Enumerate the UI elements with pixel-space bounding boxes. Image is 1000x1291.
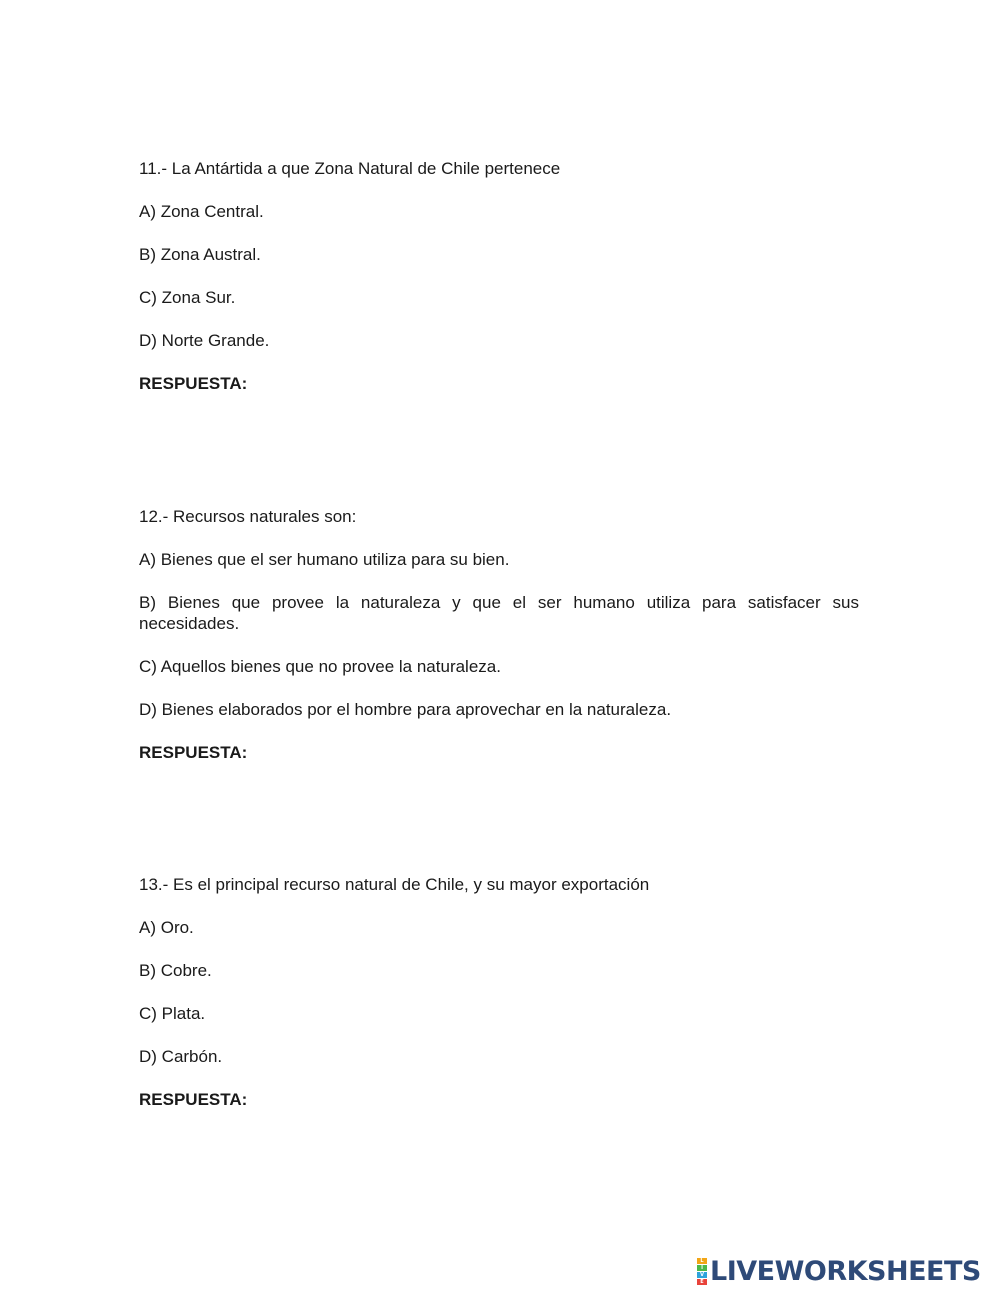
answer-label: RESPUESTA: <box>139 743 248 762</box>
logo-box-e: E <box>697 1279 707 1285</box>
question-11 <box>139 158 859 394</box>
option-d: D) Norte Grande. <box>139 331 270 350</box>
question-prompt: 11.- La Antártida a que Zona Natural de Chile pertenece <box>139 159 561 178</box>
question-13 <box>139 874 859 1110</box>
logo-letter-boxes <box>697 1258 707 1285</box>
option-a: A) Bienes que el ser humano utiliza para su bien. <box>139 550 510 569</box>
option-b: B) Zona Austral. <box>139 245 261 264</box>
question-prompt: 12.- Recursos naturales son: <box>139 507 357 526</box>
answer-label: RESPUESTA: <box>139 374 248 393</box>
question-12 <box>139 506 859 763</box>
option-d: D) Carbón. <box>139 1047 223 1066</box>
option-d: D) Bienes elaborados por el hombre para aprovechar en la naturaleza. <box>139 700 672 719</box>
question-prompt: 13.- Es el principal recurso natural de Chile, y su mayor exportación <box>139 875 650 894</box>
answer-label: RESPUESTA: <box>139 1090 248 1109</box>
option-c: C) Zona Sur. <box>139 288 236 307</box>
logo-wordmark: LIVEWORKSHEETS <box>710 1255 981 1287</box>
option-a: A) Oro. <box>139 918 194 937</box>
option-b: B) Cobre. <box>139 961 212 980</box>
option-c: C) Plata. <box>139 1004 206 1023</box>
logo-box-i: I <box>697 1265 707 1271</box>
liveworksheets-logo <box>697 1256 981 1286</box>
option-c: C) Aquellos bienes que no provee la naturaleza. <box>139 657 501 676</box>
logo-box-l: L <box>697 1258 707 1264</box>
option-a: A) Zona Central. <box>139 202 264 221</box>
logo-box-v: V <box>697 1272 707 1278</box>
option-b: B) Bienes que provee la naturaleza y que el ser humano utiliza para satisfacer sus necesidades. <box>139 593 859 633</box>
